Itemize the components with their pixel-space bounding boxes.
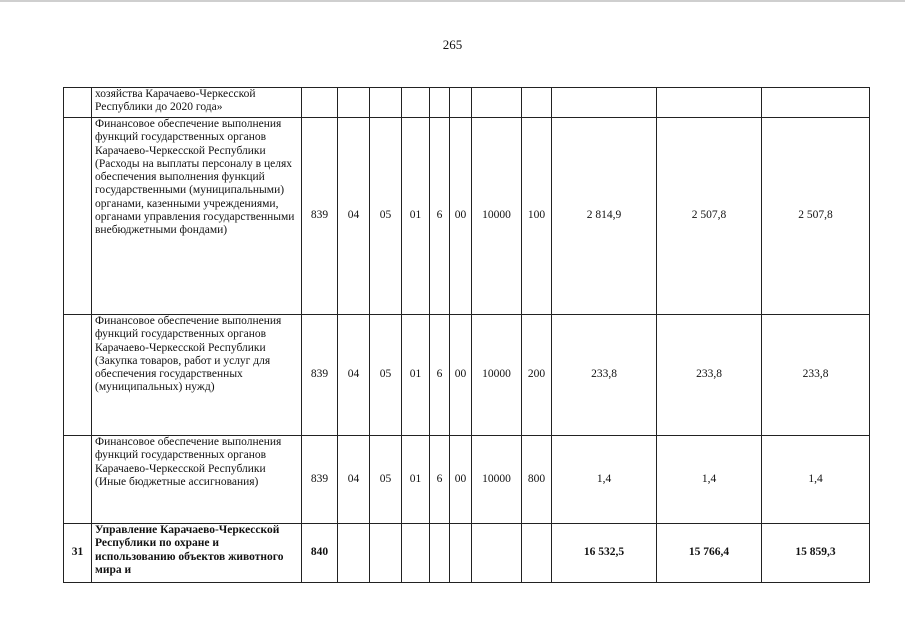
- row-name: Финансовое обеспечение выполнения функций государственных органов Карачаево-Черкесской Республики (Закупка товаров, работ и услуг для обеспечения государственных (муниципальных) нужд): [92, 315, 302, 436]
- amount-year-1: [552, 88, 657, 118]
- code-ministry: 839: [302, 315, 338, 436]
- code-program: [402, 524, 430, 583]
- code-ministry: [302, 88, 338, 118]
- code-subsection: 05: [370, 315, 402, 436]
- code-ministry: 840: [302, 524, 338, 583]
- code-subsection: 05: [370, 436, 402, 524]
- amount-year-3: [762, 88, 870, 118]
- code-subsection: [370, 524, 402, 583]
- code-activity: [450, 524, 472, 583]
- amount-year-2: 1,4: [657, 436, 762, 524]
- code-section: [338, 88, 370, 118]
- code-direction: 10000: [472, 118, 522, 315]
- row-name: Управление Карачаево-Черкесской Республики по охране и использованию объектов животного мира и: [92, 524, 302, 583]
- amount-year-3: 15 859,3: [762, 524, 870, 583]
- row-name: Финансовое обеспечение выполнения функций государственных органов Карачаево-Черкесской Республики (Иные бюджетные ассигнования): [92, 436, 302, 524]
- code-activity: [450, 88, 472, 118]
- code-section: 04: [338, 315, 370, 436]
- table-row: [64, 315, 870, 436]
- amount-year-2: 233,8: [657, 315, 762, 436]
- page-number: 265: [442, 37, 463, 52]
- code-section: 04: [338, 436, 370, 524]
- code-subprogram: 6: [430, 118, 450, 315]
- code-program: [402, 88, 430, 118]
- row-number: [64, 118, 92, 315]
- code-expense-type: 200: [522, 315, 552, 436]
- code-program: 01: [402, 118, 430, 315]
- row-number: 31: [64, 524, 92, 583]
- amount-year-2: 2 507,8: [657, 118, 762, 315]
- code-subsection: 05: [370, 118, 402, 315]
- code-expense-type: [522, 524, 552, 583]
- amount-year-1: 233,8: [552, 315, 657, 436]
- budget-table: [63, 87, 870, 583]
- code-expense-type: 100: [522, 118, 552, 315]
- table-row: [64, 524, 870, 583]
- code-program: 01: [402, 315, 430, 436]
- code-subprogram: 6: [430, 436, 450, 524]
- code-subprogram: [430, 524, 450, 583]
- row-name: хозяйства Карачаево-Черкесской Республики до 2020 года»: [92, 88, 302, 118]
- row-number: [64, 436, 92, 524]
- amount-year-3: 233,8: [762, 315, 870, 436]
- table-row: [64, 436, 870, 524]
- code-ministry: 839: [302, 436, 338, 524]
- amount-year-2: [657, 88, 762, 118]
- code-program: 01: [402, 436, 430, 524]
- table-row: [64, 88, 870, 118]
- amount-year-3: 1,4: [762, 436, 870, 524]
- amount-year-2: 15 766,4: [657, 524, 762, 583]
- code-subsection: [370, 88, 402, 118]
- amount-year-1: 16 532,5: [552, 524, 657, 583]
- code-subprogram: [430, 88, 450, 118]
- code-activity: 00: [450, 315, 472, 436]
- scan-top-edge: [0, 0, 905, 2]
- amount-year-1: 2 814,9: [552, 118, 657, 315]
- row-name: Финансовое обеспечение выполнения функций государственных органов Карачаево-Черкесской Республики (Расходы на выплаты персоналу в целях обеспечения выполнения функций государственными (муниципальными) органами, казенными учреждениями, органами управления государственными внебюджетными фондами): [92, 118, 302, 315]
- code-section: [338, 524, 370, 583]
- amount-year-3: 2 507,8: [762, 118, 870, 315]
- code-direction: 10000: [472, 436, 522, 524]
- code-direction: [472, 524, 522, 583]
- code-direction: [472, 88, 522, 118]
- row-number: [64, 88, 92, 118]
- code-subprogram: 6: [430, 315, 450, 436]
- code-ministry: 839: [302, 118, 338, 315]
- code-activity: 00: [450, 118, 472, 315]
- code-section: 04: [338, 118, 370, 315]
- table-row: [64, 118, 870, 315]
- code-expense-type: [522, 88, 552, 118]
- code-activity: 00: [450, 436, 472, 524]
- code-expense-type: 800: [522, 436, 552, 524]
- code-direction: 10000: [472, 315, 522, 436]
- row-number: [64, 315, 92, 436]
- amount-year-1: 1,4: [552, 436, 657, 524]
